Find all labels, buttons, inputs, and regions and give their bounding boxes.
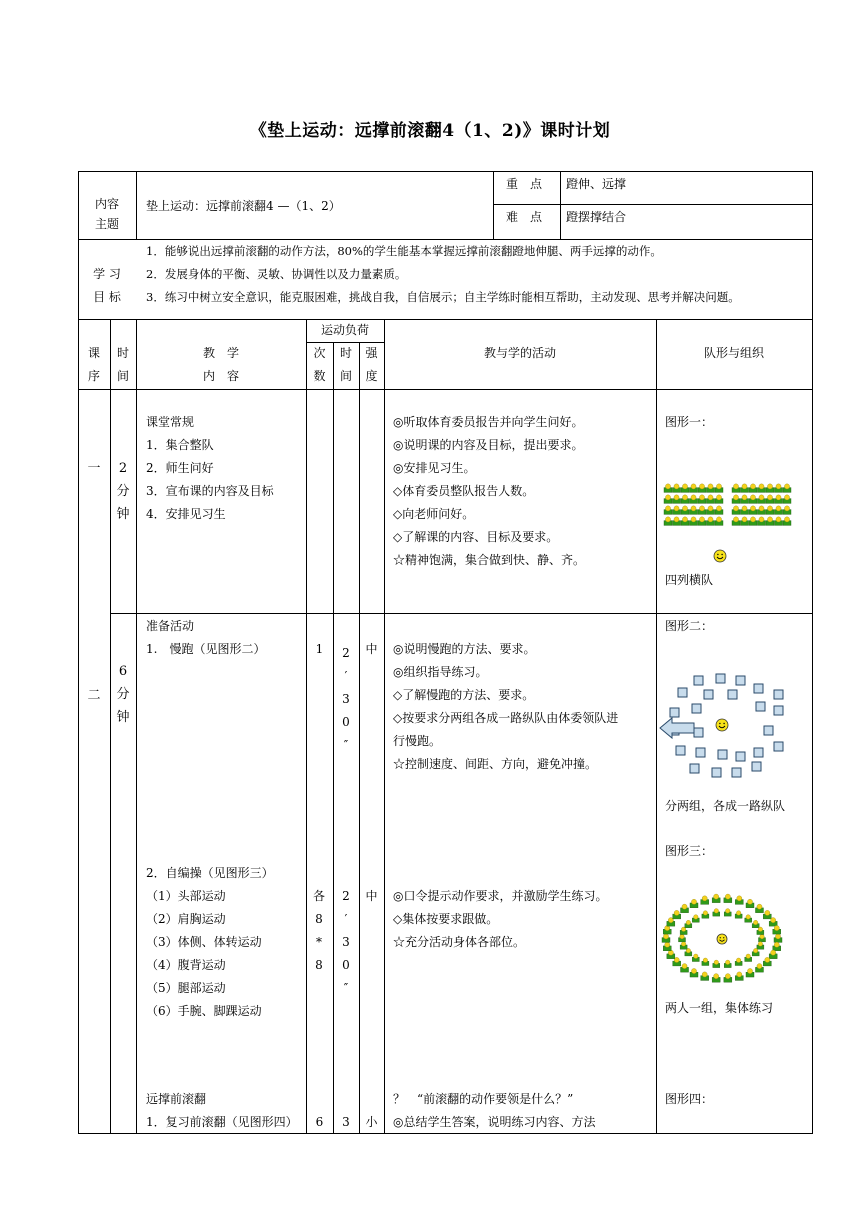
header-text: 时 [339, 346, 352, 360]
time-text: 2 [118, 461, 128, 476]
section-1-content [146, 411, 274, 526]
content-line: （5）腿部运动 [146, 981, 226, 995]
section-2-time [110, 660, 136, 729]
activity-line: 行慢跑。 [393, 734, 442, 748]
duration-char: 0 [342, 715, 350, 729]
header-text: 时 [116, 346, 129, 360]
activity-line: ◎听取体育委员报告并向学生问好。 [393, 415, 584, 429]
roll-count: 6 [315, 1115, 324, 1129]
student-icon [690, 968, 698, 977]
student-icon [749, 495, 757, 504]
student-icon [663, 926, 671, 935]
time-text: 钟 [116, 710, 130, 725]
student-square-icon [670, 708, 679, 717]
student-icon [766, 484, 774, 493]
student-square-icon [712, 768, 721, 777]
difficulty-label: 难 点 [506, 210, 543, 224]
content-line: （3）体侧、体转运动 [146, 935, 262, 949]
header-text: 课 [87, 346, 100, 360]
content-line: 1．复习前滚翻（见图形四） [146, 1115, 298, 1129]
student-icon [690, 495, 698, 504]
activity-line: ◇了解课的内容、目标及要求。 [393, 530, 559, 544]
header-intensity [359, 342, 384, 388]
roll-content [146, 1088, 298, 1134]
student-icon [766, 517, 774, 526]
section-1-time [110, 457, 136, 526]
header-text: 内 容 [202, 369, 239, 383]
student-icon [707, 506, 715, 515]
section-2-order: 二 [87, 688, 101, 703]
table-rule [136, 319, 137, 1133]
student-square-icon [716, 674, 725, 683]
student-square-icon [694, 728, 703, 737]
student-icon [783, 506, 791, 515]
student-icon [701, 972, 709, 981]
header-activity: 教与学的活动 [483, 346, 556, 360]
content-value: 垫上运动：远撑前滚翻4 —（1、2） [146, 199, 341, 213]
time-text: 分 [116, 484, 130, 499]
student-icon [715, 495, 723, 504]
student-square-icon [736, 752, 745, 761]
content-label [78, 194, 136, 234]
student-icon [680, 927, 687, 934]
student-icon [664, 495, 672, 504]
exercise-duration [338, 885, 354, 1000]
figure-3-pair-circles [660, 884, 790, 984]
student-icon [755, 904, 763, 913]
activity-line: ◇向老师问好。 [393, 507, 475, 521]
figure-2-jog-columns [656, 668, 812, 790]
student-icon [741, 506, 749, 515]
content-line: 2．自编操（见图形三） [146, 866, 274, 880]
roll-activities [393, 1088, 595, 1134]
student-icon [732, 506, 740, 515]
student-icon [713, 960, 720, 967]
student-icon [664, 517, 672, 526]
student-icon [752, 948, 759, 955]
warmup-content [146, 615, 265, 661]
student-icon [774, 934, 782, 943]
student-square-icon [690, 764, 699, 773]
student-icon [681, 904, 689, 913]
student-icon [773, 942, 781, 951]
student-icon [707, 517, 715, 526]
content-line: 课堂常规 [146, 415, 195, 429]
warmup-intensity: 中 [365, 642, 378, 656]
teacher-smiley-icon [717, 934, 727, 944]
content-line: （6）手腕、脚踝运动 [146, 1004, 262, 1018]
student-icon [757, 927, 764, 934]
student-square-icon [694, 676, 703, 685]
student-icon [735, 911, 742, 918]
student-square-icon [728, 690, 737, 699]
header-duration [333, 342, 359, 388]
student-icon [702, 911, 709, 918]
content-line: 2．师生问好 [146, 461, 214, 475]
student-icon [690, 517, 698, 526]
content-line: 远撑前滚翻 [146, 1092, 207, 1106]
header-text: 强 [365, 346, 378, 360]
goals-label [78, 263, 136, 309]
student-icon [679, 934, 686, 941]
student-icon [667, 950, 675, 959]
exercise-content [146, 862, 274, 1023]
student-icon [715, 506, 723, 515]
student-icon [698, 484, 706, 493]
student-icon [783, 495, 791, 504]
table-rule [493, 204, 813, 205]
duration-char: ′ [344, 912, 348, 926]
table-rule [306, 319, 307, 1133]
section-1-order: 一 [87, 461, 101, 476]
figure-1-four-rows [662, 478, 802, 568]
table-rule [333, 342, 334, 1133]
activity-line: ◎说明慢跑的方法、要求。 [393, 642, 536, 656]
student-square-icon [774, 706, 783, 715]
header-text: 间 [116, 369, 129, 383]
student-square-icon [692, 704, 701, 713]
duration-char: ′ [344, 669, 348, 683]
activity-line: ◇了解慢跑的方法、要求。 [393, 688, 535, 702]
content-line: 准备活动 [146, 619, 195, 633]
student-icon [673, 506, 681, 515]
header-text: 序 [87, 369, 100, 383]
student-icon [724, 974, 732, 983]
header-load: 运动负荷 [320, 323, 369, 337]
student-square-icon [752, 762, 761, 771]
duration-char: 3 [342, 935, 350, 949]
duration-char: ″ [343, 981, 349, 995]
student-icon [763, 910, 771, 919]
student-icon [773, 926, 781, 935]
student-icon [749, 517, 757, 526]
activity-line: ◎口令提示动作要求，并激励学生练习。 [393, 889, 608, 903]
teacher-smiley-icon [716, 719, 728, 731]
student-icon [692, 954, 699, 961]
student-icon [759, 934, 766, 941]
student-icon [713, 909, 720, 916]
student-icon [698, 506, 706, 515]
student-icon [681, 517, 689, 526]
duration-char: 2 [342, 646, 350, 660]
activity-line: ◇集体按要求跟做。 [393, 912, 499, 926]
student-icon [662, 934, 670, 943]
content-line: （2）肩胸运动 [146, 912, 226, 926]
student-icon [752, 920, 759, 927]
student-icon [673, 495, 681, 504]
table-border-top [78, 171, 813, 172]
student-icon [685, 948, 692, 955]
student-icon [712, 974, 720, 983]
count-char: 各 [312, 889, 325, 903]
student-square-icon [764, 726, 773, 735]
figure-4-title: 图形四： [665, 1092, 714, 1106]
table-rule [359, 342, 360, 1133]
student-icon [698, 517, 706, 526]
student-icon [690, 484, 698, 493]
student-icon [741, 495, 749, 504]
student-square-icon [718, 750, 727, 759]
content-line: 1. 慢跑（见图形二） [146, 642, 266, 656]
figure-2-title: 图形二： [665, 619, 714, 633]
student-icon [735, 958, 742, 965]
student-icon [724, 960, 731, 967]
student-icon [715, 484, 723, 493]
content-label-line: 内容 [94, 197, 119, 211]
student-icon [732, 484, 740, 493]
header-text: 教 学 [202, 346, 239, 360]
student-icon [766, 495, 774, 504]
student-icon [745, 915, 752, 922]
student-icon [664, 506, 672, 515]
goals-label-line: 目 标 [93, 290, 121, 304]
student-icon [735, 972, 743, 981]
student-icon [775, 484, 783, 493]
activity-line: ◎总结学生答案，说明练习内容、方法 [393, 1115, 596, 1129]
count-char: * [316, 935, 322, 949]
warmup-duration [338, 642, 354, 757]
student-icon [745, 954, 752, 961]
activity-line: ◎组织指导练习。 [393, 665, 488, 679]
header-text: 度 [365, 369, 378, 383]
goals-label-line: 学 习 [93, 267, 121, 281]
count-char: 8 [315, 958, 323, 972]
header-count [306, 342, 333, 388]
exercise-activities [393, 885, 607, 954]
student-icon [692, 915, 699, 922]
figure-2-caption: 分两组，各成一路纵队 [665, 799, 786, 813]
student-icon [664, 484, 672, 493]
header-time [110, 342, 136, 388]
student-icon [775, 506, 783, 515]
student-icon [690, 899, 698, 908]
student-square-icon [676, 746, 685, 755]
student-icon [690, 506, 698, 515]
student-icon [758, 517, 766, 526]
table-border-right [812, 171, 813, 1133]
student-icon [775, 517, 783, 526]
activity-line: ☆控制速度、间距、方向，避免冲撞。 [393, 757, 598, 771]
goal-item: 1．能够说出远撑前滚翻的动作方法，80%的学生能基本掌握远撑前滚翻蹬地伸腿、两手远撑的动作。 [146, 244, 662, 258]
duration-char: ″ [343, 738, 349, 752]
student-icon [757, 942, 764, 949]
table-rule [78, 319, 813, 320]
figure-3-caption: 两人一组，集体练习 [665, 1001, 774, 1015]
table-rule [136, 171, 137, 239]
content-line: 1．集合整队 [146, 438, 214, 452]
student-icon [724, 909, 731, 916]
student-icon [741, 517, 749, 526]
student-icon [749, 484, 757, 493]
duration-char: 2 [342, 889, 350, 903]
student-icon [681, 964, 689, 973]
key-points-label: 重 点 [506, 177, 543, 191]
student-icon [685, 920, 692, 927]
student-icon [715, 517, 723, 526]
content-line: 3．宣布课的内容及目标 [146, 484, 274, 498]
student-icon [702, 958, 709, 965]
goals-list [146, 240, 740, 309]
student-icon [681, 484, 689, 493]
student-square-icon [696, 748, 705, 757]
student-square-icon [678, 688, 687, 697]
student-square-icon [754, 748, 763, 757]
content-line: （4）腹背运动 [146, 958, 226, 972]
student-icon [758, 506, 766, 515]
table-rule [384, 319, 385, 1133]
student-icon [707, 495, 715, 504]
teacher-smiley-icon [714, 550, 726, 562]
activity-line: ◎说明课的内容及目标，提出要求。 [393, 438, 584, 452]
header-text: 间 [339, 369, 352, 383]
student-icon [707, 484, 715, 493]
content-line: 4．安排见习生 [146, 507, 226, 521]
figure-3-title: 图形三： [665, 844, 714, 858]
figure-1-title: 图形一： [665, 415, 714, 429]
header-order [78, 342, 110, 388]
student-icon [769, 950, 777, 959]
student-icon [749, 506, 757, 515]
student-icon [775, 495, 783, 504]
student-icon [758, 495, 766, 504]
student-icon [712, 894, 720, 903]
student-square-icon [774, 690, 783, 699]
roll-duration: 3 [342, 1115, 350, 1129]
exercise-intensity: 中 [365, 889, 378, 903]
student-icon [681, 495, 689, 504]
student-icon [735, 896, 743, 905]
table-rule [110, 613, 813, 614]
section-1-activities [393, 411, 585, 572]
key-points-value: 蹬伸、远撑 [566, 177, 627, 191]
student-icon [783, 517, 791, 526]
student-icon [741, 484, 749, 493]
time-text: 分 [116, 687, 130, 702]
warmup-count: 1 [315, 642, 324, 656]
student-icon [732, 517, 740, 526]
student-icon [663, 942, 671, 951]
student-square-icon [732, 768, 741, 777]
content-line: （1）头部运动 [146, 889, 226, 903]
student-icon [783, 484, 791, 493]
student-icon [732, 495, 740, 504]
student-square-icon [704, 690, 713, 699]
student-icon [766, 506, 774, 515]
student-icon [681, 506, 689, 515]
header-text: 次 [313, 346, 326, 360]
student-square-icon [774, 742, 783, 751]
student-icon [673, 910, 681, 919]
student-icon [746, 968, 754, 977]
duration-char: 0 [342, 958, 350, 972]
table-rule [493, 171, 494, 239]
activity-line: ☆精神饱满，集合做到快、静、齐。 [393, 553, 586, 567]
content-label-line: 主题 [94, 217, 119, 231]
page-title: 《垫上运动：远撑前滚翻4（1、2)》课时计划 [249, 121, 611, 141]
student-square-icon [736, 676, 745, 685]
time-text: 6 [118, 664, 128, 679]
student-icon [698, 495, 706, 504]
header-formation: 队形与组织 [703, 346, 764, 360]
student-icon [758, 484, 766, 493]
student-icon [746, 899, 754, 908]
student-square-icon [756, 702, 765, 711]
goal-item: 3．练习中树立安全意识，能克服困难，挑战自我，自信展示；自主学练时能相互帮助，主动发现、思考并解决问题。 [146, 290, 740, 304]
student-icon [755, 964, 763, 973]
activity-line: ？ “前滚翻的动作要领是什么？” [393, 1092, 574, 1106]
activity-line: ☆充分活动身体各部位。 [393, 935, 526, 949]
figure-1-caption: 四列横队 [665, 573, 714, 587]
activity-line: ◇体育委员整队报告人数。 [393, 484, 535, 498]
student-icon [680, 942, 687, 949]
table-rule [560, 171, 561, 239]
goal-item: 2．发展身体的平衡、灵敏、协调性以及力量素质。 [146, 267, 407, 281]
count-char: 8 [315, 912, 323, 926]
activity-line: ◇按要求分两组各成一路纵队由体委领队进 [393, 711, 619, 725]
warmup-activities [393, 638, 618, 776]
activity-line: ◎安排见习生。 [393, 461, 476, 475]
student-square-icon [754, 684, 763, 693]
time-text: 钟 [116, 507, 130, 522]
table-rule [78, 389, 813, 390]
duration-char: 3 [342, 692, 350, 706]
table-border-left [78, 171, 79, 1133]
header-content [136, 342, 306, 388]
roll-intensity: 小 [365, 1115, 378, 1129]
difficulty-value: 蹬摆撑结合 [566, 210, 627, 224]
student-icon [673, 484, 681, 493]
student-icon [673, 517, 681, 526]
header-text: 数 [313, 369, 326, 383]
student-icon [724, 894, 732, 903]
exercise-count [311, 885, 327, 977]
student-icon [701, 896, 709, 905]
